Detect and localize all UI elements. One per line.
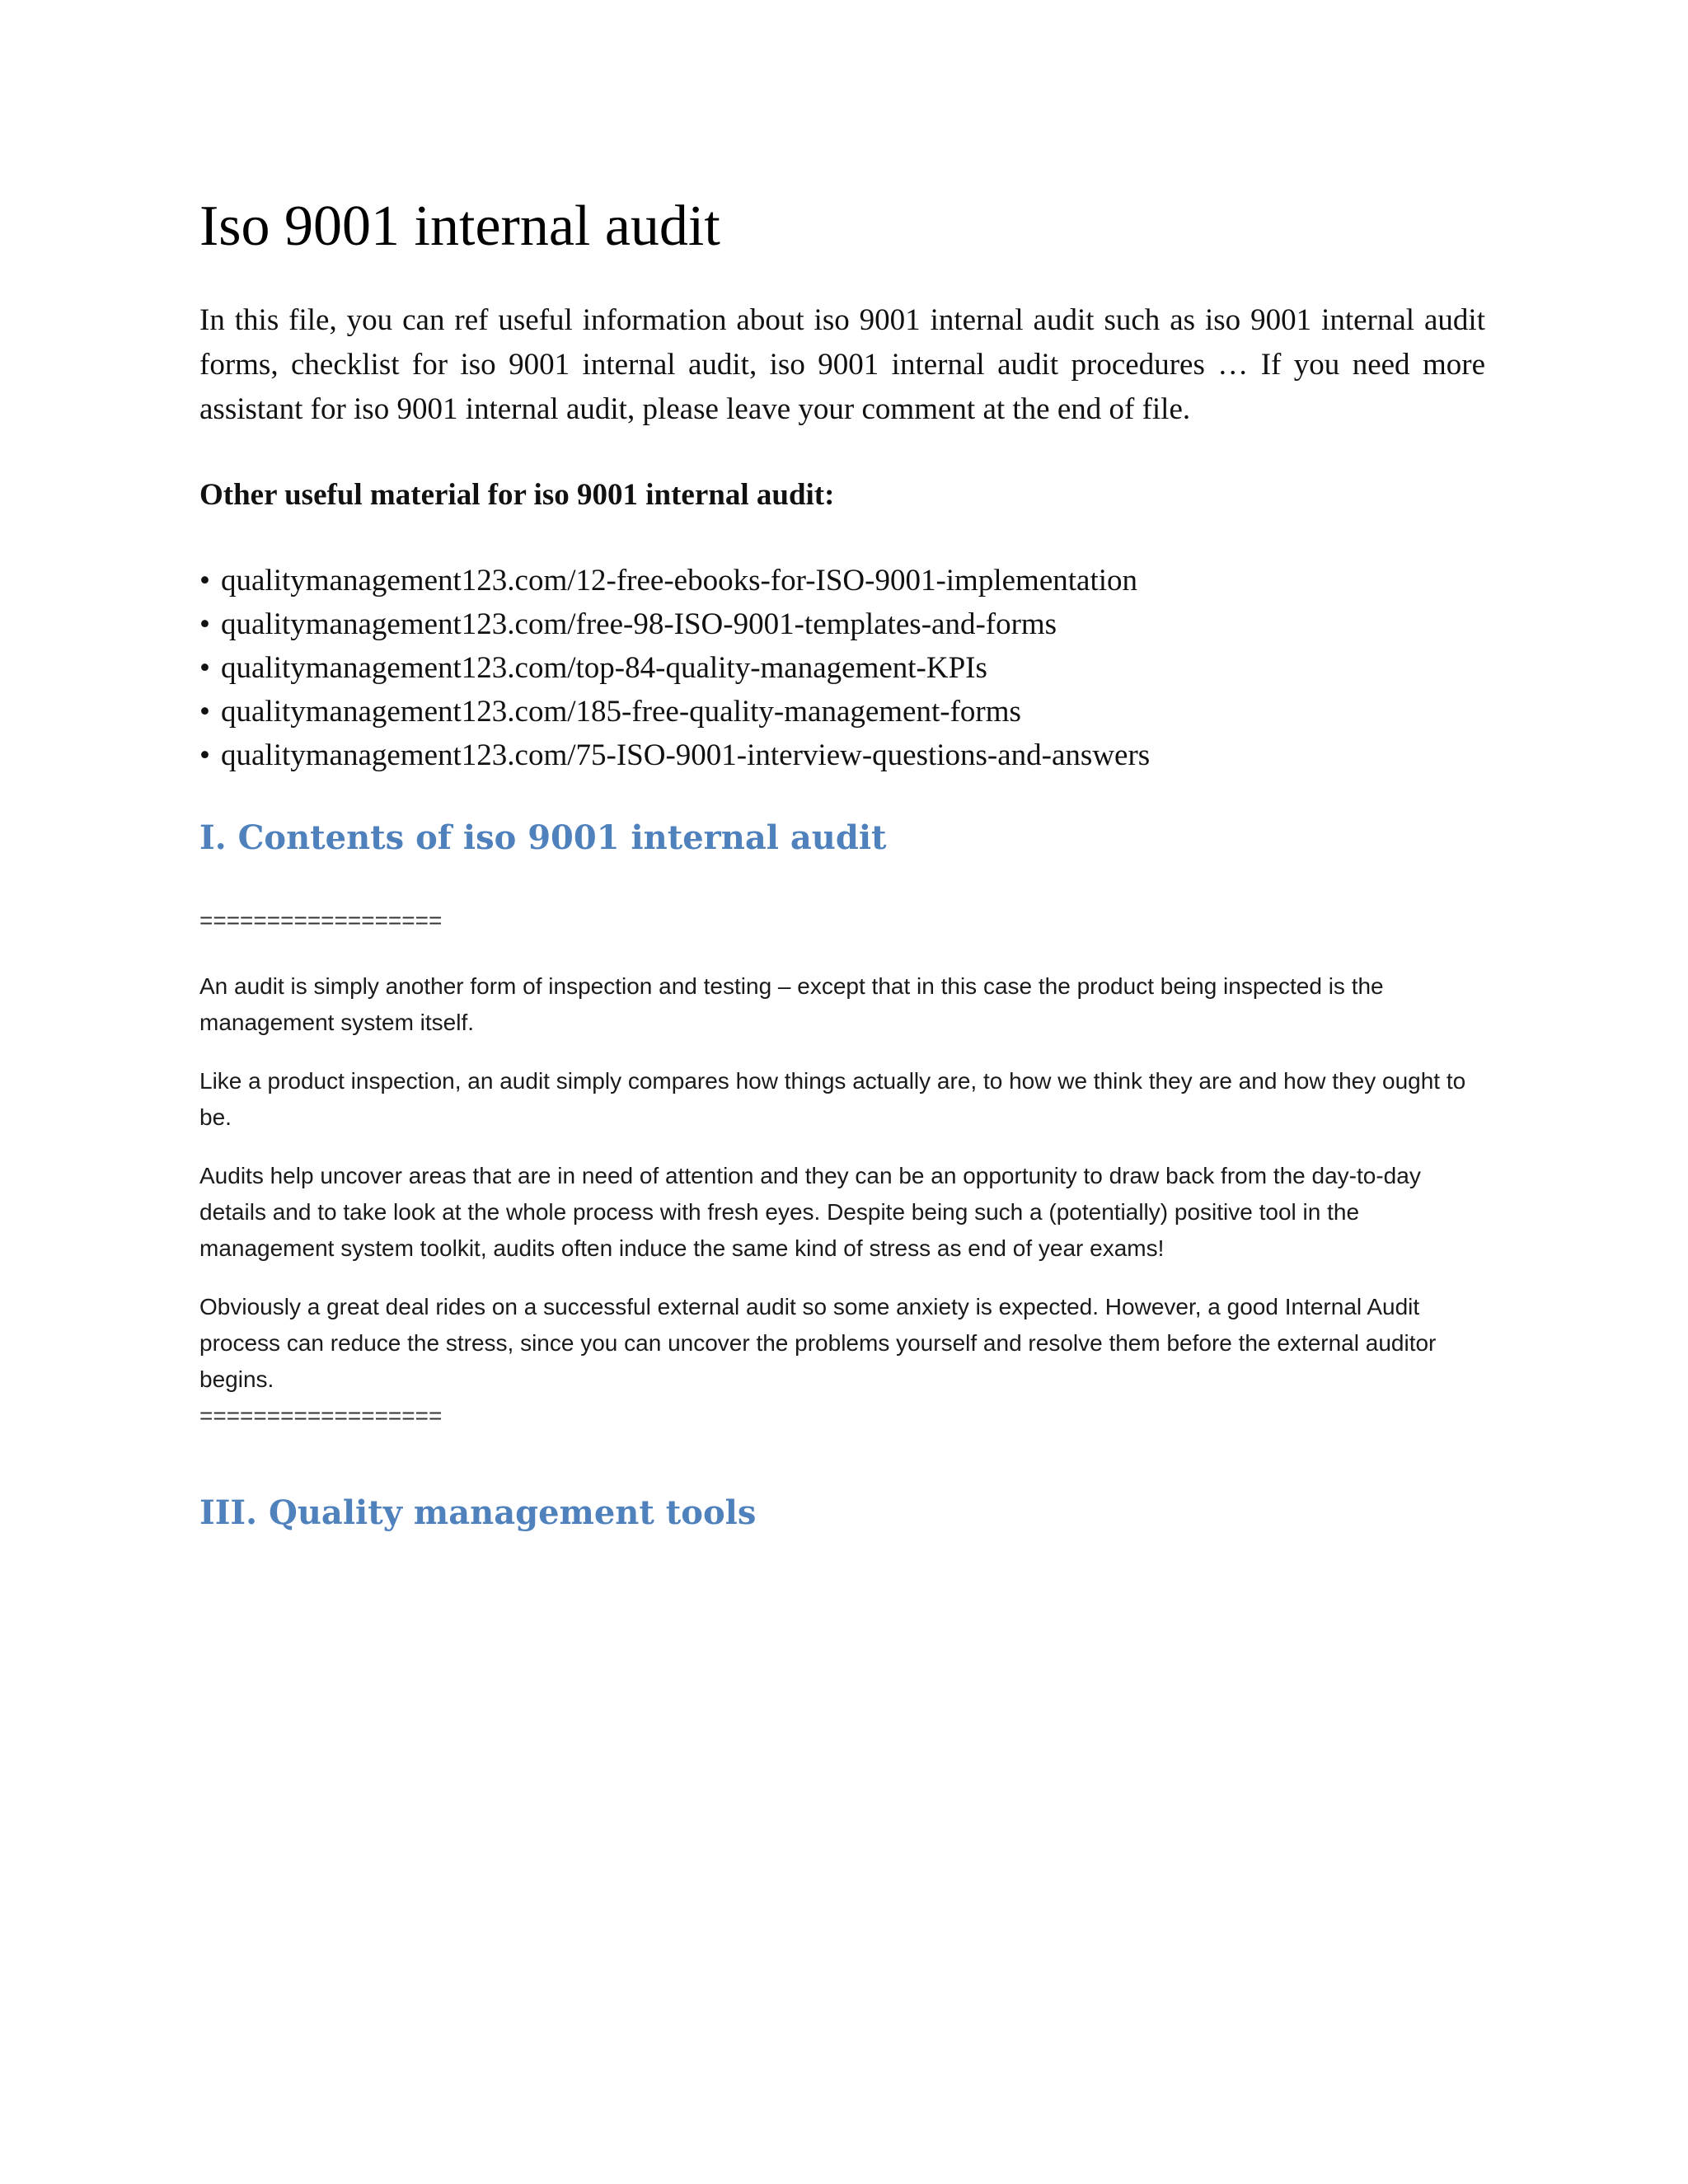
link-text[interactable]: qualitymanagement123.com/75-ISO-9001-interview-questions-and-answers [221, 738, 1151, 772]
divider-line-bottom: ================== [199, 1403, 443, 1428]
bullet-icon: • [199, 738, 210, 772]
list-item [199, 690, 1485, 733]
bullet-icon: • [199, 651, 210, 685]
link-text[interactable]: qualitymanagement123.com/top-84-quality-management-KPIs [221, 651, 987, 685]
other-material-heading: Other useful material for iso 9001 internal audit: [199, 478, 835, 512]
list-item [199, 602, 1485, 646]
link-text[interactable]: qualitymanagement123.com/185-free-quality-management-forms [221, 695, 1021, 729]
body-paragraph-3: Audits help uncover areas that are in need of attention and they can be an opportunity to draw back from the day-to-day details and to take look at the whole process with fresh eyes. Despite being such a (potentially) positive tool in the management system toolkit, audits often induce the same kind of stress as end of year exams! [199, 1163, 1421, 1261]
link-text[interactable]: qualitymanagement123.com/free-98-ISO-9001-templates-and-forms [221, 607, 1057, 641]
body-paragraph-4: Obviously a great deal rides on a successful external audit so some anxiety is expected. However, a good Internal Audit process can reduce the stress, since you can uncover the problems yourself and resolve them before the external auditor begins. [199, 1294, 1437, 1392]
list-item [199, 559, 1485, 602]
section-heading-tools: III. Quality management tools [199, 1493, 757, 1532]
document-title: Iso 9001 internal audit [199, 194, 720, 258]
bullet-icon: • [199, 695, 210, 729]
list-item [199, 733, 1485, 777]
body-paragraph-2: Like a product inspection, an audit simply compares how things actually are, to how we think they are and how they ought to be. [199, 1068, 1466, 1130]
intro-paragraph: In this file, you can ref useful information about iso 9001 internal audit such as iso 9001 internal audit forms, checklist for iso 9001 internal audit, iso 9001 internal audit procedures … If you need more assistant for iso 9001 internal audit, please leave your comment at the end of file. [199, 303, 1485, 426]
useful-links-list [199, 559, 1485, 777]
section-heading-contents: I. Contents of iso 9001 internal audit [199, 818, 887, 857]
body-paragraph-1: An audit is simply another form of inspection and testing – except that in this case the product being inspected is the management system itself. [199, 973, 1384, 1035]
bullet-icon: • [199, 564, 210, 598]
list-item [199, 646, 1485, 690]
divider-line-top: ================== [199, 907, 443, 933]
bullet-icon: • [199, 607, 210, 641]
link-text[interactable]: qualitymanagement123.com/12-free-ebooks-for-ISO-9001-implementation [221, 564, 1138, 598]
document-content [199, 190, 1485, 1538]
